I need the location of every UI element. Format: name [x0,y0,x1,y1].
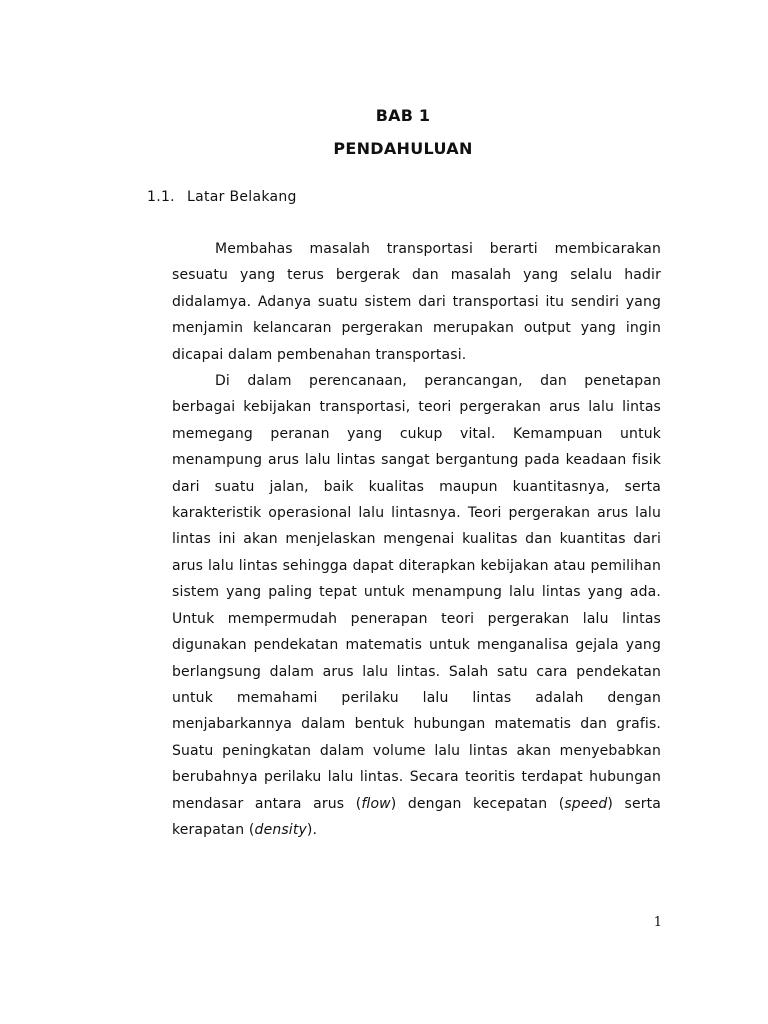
paragraph-1: Membahas masalah transportasi berarti membicarakan sesuatu yang terus bergerak dan masalah yang selalu hadir didalamya. Adanya suatu sistem dari transportasi itu sendiri yang menjamin kelancaran pergerakan merupakan output yang ingin dicapai dalam pembenahan transportasi. [172,241,661,363]
paragraph-2-text-a: Di dalam perencanaan, perancangan, dan penetapan berbagai kebijakan transportasi, teori pergerakan arus lalu lintas memegang peranan yang cukup vital. Kemampuan untuk menampung arus lalu lintas sangat bergantung pada keadaan fisik dari suatu jalan, baik kualitas maupun kuantitasnya, serta karakteristik operasional lalu lintasnya. Teori pergerakan arus lalu lintas ini akan menjelaskan mengenai kualitas dan kuantitas dari arus lalu lintas sehingga dapat diterapkan kebijakan atau pemilihan sistem yang paling tepat untuk menampung lalu lintas yang ada. Untuk mempermudah penerapan teori pergerakan lalu lintas digunakan pendekatan matematis untuk menganalisa gejala yang berlangsung dalam arus lalu lintas. Salah satu cara pendekatan untuk memahami perilaku lalu lintas adalah dengan menjabarkannya dalam bentuk hubungan matematis dan grafis. Suatu peningkatan dalam volume lalu lintas akan menyebabkan berubahnya perilaku lalu lintas. Secara teoritis terdapat hubungan mendasar antara arus ( [172,373,661,812]
chapter-title: PENDAHULUAN [333,139,473,158]
term-density: density [254,821,307,838]
paragraph-2-text-b: ) dengan kecepatan ( [390,795,565,812]
term-speed: speed [564,795,608,812]
paragraph-2 [172,368,661,843]
paragraph-2-text-c: ) serta kerapatan ( [172,795,661,838]
page-number: 1 [653,915,662,930]
section-title: Latar Belakang [187,189,297,205]
paragraph-2-text-d: ). [306,821,318,838]
chapter-number: BAB 1 [375,106,431,125]
body-text [172,236,661,843]
section-number: 1.1. [147,189,175,205]
term-flow: flow [361,795,391,812]
section-heading [147,189,297,205]
